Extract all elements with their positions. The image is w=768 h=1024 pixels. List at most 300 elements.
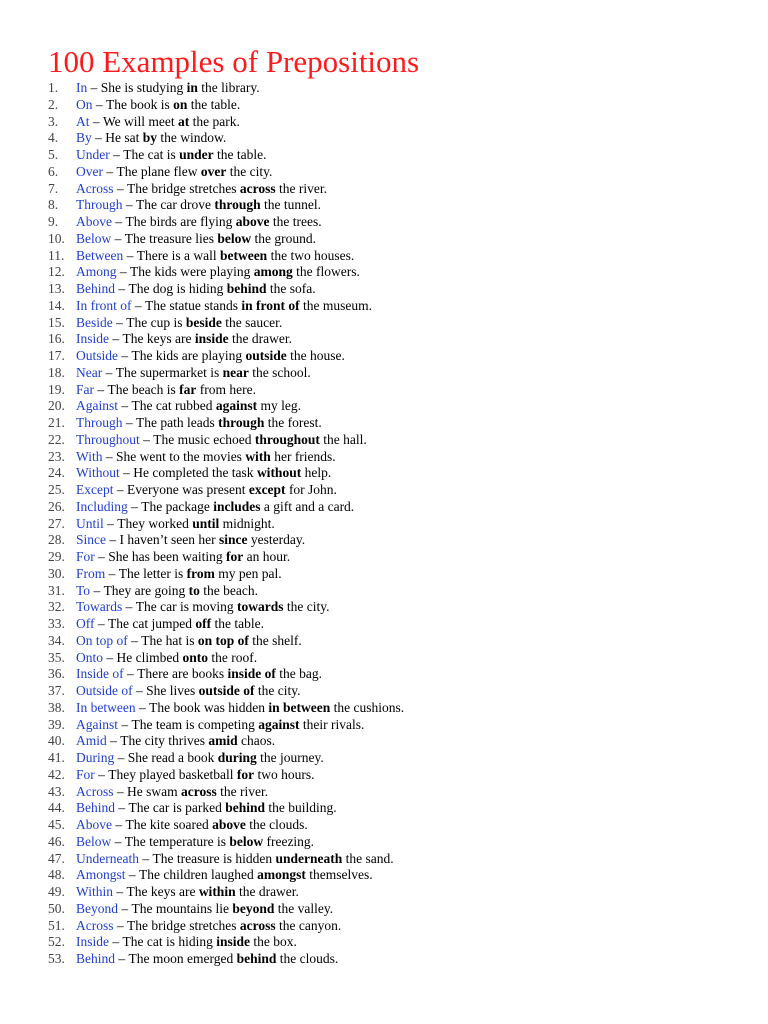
example-text-before: The dog is hiding [128, 281, 227, 296]
item-number: 42. [48, 766, 65, 782]
item-separator: – [123, 247, 137, 263]
item-separator: – [91, 130, 106, 146]
list-item [48, 114, 768, 131]
example-text-after: the roof. [208, 649, 258, 665]
example-text-before: The cat is hiding [122, 934, 217, 950]
item-number: 24. [48, 465, 65, 481]
example-text-after: the city. [226, 163, 273, 179]
example-text-before: She has been waiting [108, 549, 226, 564]
preposition-word: Since [76, 532, 106, 548]
list-item [48, 382, 768, 399]
list-item [48, 331, 768, 348]
list-item [48, 834, 768, 851]
item-number: 50. [48, 900, 65, 916]
example-text-before: The book is [106, 96, 174, 112]
example-keyword: between [219, 247, 268, 263]
example-text-after: the sand. [342, 850, 394, 866]
list-item [48, 80, 768, 97]
preposition-word: Beside [76, 314, 113, 330]
example-text-before: The children laughed [139, 867, 258, 883]
item-separator: – [112, 214, 126, 229]
item-number: 27. [48, 515, 65, 531]
item-number: 36. [48, 666, 65, 682]
example-text-before: The letter is [118, 565, 187, 581]
example-text-after: the flowers. [292, 264, 360, 280]
example-text-before: The birds are flying [125, 214, 236, 229]
list-item [48, 130, 768, 147]
example-text-before: The keys are [126, 884, 199, 899]
list-item [48, 800, 768, 817]
example-text-before: The beach is [107, 381, 180, 397]
list-item [48, 281, 768, 298]
list-item [48, 181, 768, 198]
example-text-before: They are going [103, 582, 189, 598]
preposition-word: Against [76, 716, 118, 732]
example-text-before: The statue stands [144, 297, 242, 313]
example-keyword: until [192, 515, 220, 531]
example-text-after: the park. [189, 113, 240, 129]
list-item [48, 717, 768, 734]
item-number: 15. [48, 314, 65, 330]
list-item [48, 817, 768, 834]
preposition-word: Near [76, 364, 103, 380]
preposition-word: Across [76, 783, 114, 799]
item-separator: – [132, 683, 147, 698]
item-number: 38. [48, 699, 65, 715]
item-number: 53. [48, 951, 65, 966]
preposition-word: Far [76, 381, 94, 397]
example-text-after: the trees. [269, 214, 322, 229]
example-keyword: amongst [257, 867, 306, 883]
example-keyword: at [178, 113, 190, 129]
preposition-word: Off [76, 616, 95, 631]
example-text-after: the box. [250, 934, 297, 950]
preposition-word: At [76, 113, 90, 129]
example-text-after: the forest. [264, 415, 322, 430]
preposition-word: On top of [76, 632, 128, 648]
example-keyword: in front of [241, 297, 300, 313]
item-number: 37. [48, 683, 65, 698]
example-keyword: off [195, 616, 212, 631]
example-text-before: They worked [117, 515, 193, 531]
example-text-after: the canyon. [275, 917, 342, 933]
example-text-before: The cup is [126, 314, 186, 330]
list-item [48, 650, 768, 667]
item-number: 1. [48, 80, 59, 95]
item-number: 28. [48, 532, 65, 548]
item-number: 22. [48, 431, 65, 447]
example-text-after: the library. [197, 80, 260, 95]
list-item [48, 599, 768, 616]
item-separator: – [89, 113, 103, 129]
example-keyword: in [186, 80, 198, 95]
item-separator: – [106, 532, 120, 548]
list-item [48, 499, 768, 516]
example-text-after: the building. [264, 800, 337, 816]
item-separator: – [118, 348, 132, 363]
example-text-after: themselves. [305, 867, 373, 883]
example-keyword: since [218, 532, 248, 548]
example-keyword: through [214, 197, 261, 213]
example-keyword: against [258, 716, 300, 732]
item-separator: – [135, 699, 150, 715]
item-number: 48. [48, 867, 65, 883]
list-item [48, 884, 768, 901]
list-item [48, 214, 768, 231]
example-text-after: the two houses. [267, 247, 355, 263]
item-separator: – [113, 783, 127, 799]
example-keyword: to [188, 582, 200, 598]
item-number: 45. [48, 817, 65, 832]
example-keyword: above [235, 214, 270, 229]
item-number: 16. [48, 331, 65, 347]
item-separator: – [115, 281, 129, 296]
list-item [48, 248, 768, 265]
item-number: 32. [48, 599, 65, 615]
example-text-after: the river. [216, 783, 269, 799]
item-separator: – [127, 498, 142, 514]
example-keyword: outside [245, 348, 287, 363]
preposition-word: In front of [76, 297, 132, 313]
example-text-after: the city. [254, 683, 301, 698]
example-text-after: the tunnel. [260, 197, 321, 213]
list-item [48, 918, 768, 935]
example-text-after: freezing. [263, 833, 315, 849]
example-text-before: He sat [105, 130, 143, 146]
item-number: 8. [48, 197, 59, 213]
item-separator: – [112, 884, 127, 899]
list-item [48, 784, 768, 801]
example-text-before: The car is moving [135, 599, 238, 615]
preposition-word: Below [76, 833, 112, 849]
item-separator: – [122, 415, 136, 430]
preposition-word: During [76, 750, 115, 765]
example-text-before: The car drove [136, 197, 215, 213]
example-keyword: over [200, 163, 227, 179]
item-number: 40. [48, 733, 65, 749]
example-text-before: The kids were playing [130, 264, 254, 280]
example-text-before: The bridge stretches [127, 180, 240, 196]
item-separator: – [112, 817, 126, 832]
list-item [48, 315, 768, 332]
example-text-before: The car is parked [128, 800, 226, 816]
list-item [48, 348, 768, 365]
example-text-after: the drawer. [235, 884, 299, 899]
page-title: 100 Examples of Prepositions [48, 44, 420, 79]
item-separator: – [127, 632, 142, 648]
preposition-word: Without [76, 465, 120, 481]
list-item [48, 700, 768, 717]
item-separator: – [94, 381, 108, 397]
preposition-word: From [76, 565, 106, 581]
example-text-before: We will meet [103, 113, 179, 129]
example-keyword: on top of [197, 632, 249, 648]
preposition-word: Amongst [76, 867, 126, 883]
example-keyword: for [236, 766, 255, 782]
example-text-after: the clouds. [276, 951, 339, 966]
preposition-word: On [76, 96, 93, 112]
list-item [48, 147, 768, 164]
example-keyword: without [256, 465, 302, 481]
item-separator: – [131, 297, 145, 313]
item-separator: – [94, 549, 109, 564]
example-keyword: except [248, 482, 286, 497]
example-text-before: The plane flew [116, 163, 201, 179]
example-keyword: across [239, 917, 276, 933]
list-item [48, 231, 768, 248]
item-number: 18. [48, 364, 65, 380]
item-separator: – [111, 833, 125, 849]
preposition-word: Outside of [76, 683, 133, 698]
item-number: 14. [48, 297, 65, 313]
item-number: 30. [48, 565, 65, 581]
preposition-word: Above [76, 214, 112, 229]
preposition-word: Under [76, 147, 110, 162]
item-separator: – [109, 147, 124, 162]
preposition-word: Across [76, 917, 114, 933]
example-text-after: the shelf. [248, 632, 302, 648]
example-keyword: underneath [275, 850, 343, 866]
example-text-before: He climbed [116, 649, 183, 665]
list-item [48, 583, 768, 600]
item-number: 47. [48, 850, 65, 866]
item-number: 12. [48, 264, 65, 280]
example-text-before: The team is competing [131, 716, 259, 732]
example-text-before: The moon emerged [128, 951, 237, 966]
list-item [48, 867, 768, 884]
example-keyword: near [222, 364, 249, 380]
item-number: 29. [48, 549, 65, 564]
example-keyword: behind [236, 951, 277, 966]
example-text-after: from here. [196, 381, 256, 397]
example-keyword: among [253, 264, 293, 280]
example-keyword: in between [268, 699, 331, 715]
item-number: 4. [48, 130, 59, 146]
example-text-before: There are books [137, 666, 228, 682]
example-keyword: towards [237, 599, 284, 615]
example-text-before: The book was hidden [149, 699, 269, 715]
preposition-word: Through [76, 197, 123, 213]
example-text-before: The path leads [136, 415, 219, 430]
example-text-after: the saucer. [221, 314, 283, 330]
item-number: 33. [48, 616, 65, 631]
example-text-before: The cat is [123, 147, 180, 162]
item-number: 17. [48, 348, 65, 363]
preposition-word: Behind [76, 951, 115, 966]
example-text-after: the house. [286, 348, 345, 363]
list-item [48, 851, 768, 868]
item-number: 51. [48, 917, 65, 933]
example-keyword: on [173, 96, 188, 112]
list-item [48, 566, 768, 583]
preposition-word: Amid [76, 733, 107, 749]
example-text-after: the hall. [319, 431, 367, 447]
example-keyword: inside of [227, 666, 276, 682]
example-keyword: below [217, 230, 252, 246]
preposition-word: Except [76, 482, 114, 497]
list-item [48, 365, 768, 382]
example-text-after: their rivals. [299, 716, 365, 732]
example-text-after: my pen pal. [214, 565, 282, 581]
preposition-word: Below [76, 230, 112, 246]
item-separator: – [103, 515, 118, 531]
example-keyword: behind [226, 281, 267, 296]
example-text-after: the school. [248, 364, 311, 380]
preposition-word: Through [76, 415, 123, 430]
preposition-word: Towards [76, 599, 123, 615]
example-text-before: She lives [146, 683, 199, 698]
example-text-after: two hours. [254, 766, 315, 782]
item-separator: – [109, 331, 123, 347]
example-text-before: The supermarket is [115, 364, 223, 380]
list-item [48, 901, 768, 918]
preposition-word: Beyond [76, 900, 118, 916]
example-text-after: the bag. [275, 666, 322, 682]
example-text-after: help. [301, 465, 332, 481]
list-item [48, 934, 768, 951]
list-item [48, 683, 768, 700]
item-number: 21. [48, 415, 65, 430]
list-item [48, 532, 768, 549]
example-text-before: He swam [127, 783, 181, 799]
item-separator: – [115, 951, 129, 966]
item-number: 44. [48, 800, 65, 816]
list-item [48, 482, 768, 499]
item-separator: – [118, 398, 132, 414]
example-text-before: The hat is [141, 632, 198, 648]
example-text-after: the sofa. [266, 281, 316, 296]
example-text-before: The temperature is [124, 833, 230, 849]
example-text-after: her friends. [270, 448, 336, 464]
preposition-word: Above [76, 817, 112, 832]
example-keyword: during [217, 750, 257, 765]
example-keyword: through [218, 415, 265, 430]
item-separator: – [113, 482, 127, 497]
list-item [48, 465, 768, 482]
example-text-after: a gift and a card. [260, 498, 355, 514]
preposition-word: Including [76, 498, 128, 514]
example-text-before: She read a book [127, 750, 218, 765]
preposition-word: With [76, 448, 103, 464]
list-item [48, 733, 768, 750]
example-text-before: The keys are [122, 331, 195, 347]
example-text-after: the window. [157, 130, 227, 146]
item-separator: – [94, 766, 109, 782]
preposition-word: Over [76, 163, 103, 179]
list-item [48, 197, 768, 214]
item-separator: – [102, 364, 116, 380]
example-text-before: The cat jumped [108, 616, 196, 631]
example-keyword: beside [185, 314, 222, 330]
item-number: 23. [48, 448, 65, 464]
preposition-word: Across [76, 180, 114, 196]
item-separator: – [118, 716, 132, 732]
example-text-before: The treasure is hidden [152, 850, 276, 866]
list-item [48, 449, 768, 466]
list-item [48, 767, 768, 784]
example-text-before: She is studying [100, 80, 187, 95]
example-text-before: The bridge stretches [127, 917, 240, 933]
example-text-before: He completed the task [133, 465, 257, 481]
example-text-after: the beach. [199, 582, 258, 598]
preposition-word: Between [76, 247, 124, 263]
example-text-before: They played basketball [108, 766, 237, 782]
example-text-after: the cushions. [330, 699, 405, 715]
example-text-before: Everyone was present [126, 482, 249, 497]
list-item [48, 298, 768, 315]
example-text-before: The mountains lie [131, 900, 233, 916]
item-separator: – [115, 800, 129, 816]
preposition-word: In [76, 80, 88, 95]
item-number: 43. [48, 783, 65, 799]
example-text-after: my leg. [257, 398, 301, 414]
item-separator: – [113, 180, 127, 196]
example-keyword: includes [213, 498, 261, 514]
item-separator: – [119, 465, 134, 481]
example-keyword: by [142, 130, 158, 146]
preposition-word: To [76, 582, 91, 598]
item-separator: – [102, 448, 116, 464]
example-text-before: The package [141, 498, 214, 514]
example-keyword: with [245, 448, 271, 464]
example-text-before: The city thrives [120, 733, 209, 749]
example-keyword: inside [194, 331, 229, 347]
example-text-after: an hour. [243, 549, 291, 564]
example-text-after: the drawer. [228, 331, 292, 347]
example-text-before: The kids are playing [131, 348, 246, 363]
list-item [48, 549, 768, 566]
preposition-word: Inside [76, 331, 109, 347]
example-text-before: She went to the movies [115, 448, 246, 464]
list-item [48, 164, 768, 181]
item-number: 3. [48, 113, 59, 129]
preposition-word: Until [76, 515, 104, 531]
example-keyword: outside of [198, 683, 255, 698]
item-number: 46. [48, 833, 65, 849]
item-number: 5. [48, 147, 59, 162]
example-keyword: across [239, 180, 276, 196]
list-item [48, 97, 768, 114]
example-text-after: yesterday. [247, 532, 306, 548]
item-number: 6. [48, 163, 59, 179]
item-separator: – [138, 850, 153, 866]
item-separator: – [123, 666, 138, 682]
preposition-word: Behind [76, 800, 115, 816]
example-text-after: the museum. [299, 297, 372, 313]
example-text-before: The treasure lies [124, 230, 218, 246]
example-text-after: for John. [285, 482, 337, 497]
example-keyword: under [179, 147, 214, 162]
example-keyword: within [198, 884, 236, 899]
example-text-before: The music echoed [153, 431, 255, 447]
list-item [48, 633, 768, 650]
preposition-word: Against [76, 398, 118, 414]
item-number: 25. [48, 482, 65, 497]
list-item [48, 432, 768, 449]
example-keyword: amid [208, 733, 238, 749]
example-keyword: onto [182, 649, 208, 665]
item-number: 13. [48, 281, 65, 296]
list-item [48, 516, 768, 533]
preposition-word: Behind [76, 281, 115, 296]
example-keyword: behind [225, 800, 265, 816]
preposition-word: Among [76, 264, 117, 280]
example-text-after: the ground. [251, 230, 316, 246]
item-number: 19. [48, 381, 65, 397]
example-text-before: I haven’t seen her [119, 532, 219, 548]
item-number: 35. [48, 649, 65, 665]
item-separator: – [112, 314, 127, 330]
